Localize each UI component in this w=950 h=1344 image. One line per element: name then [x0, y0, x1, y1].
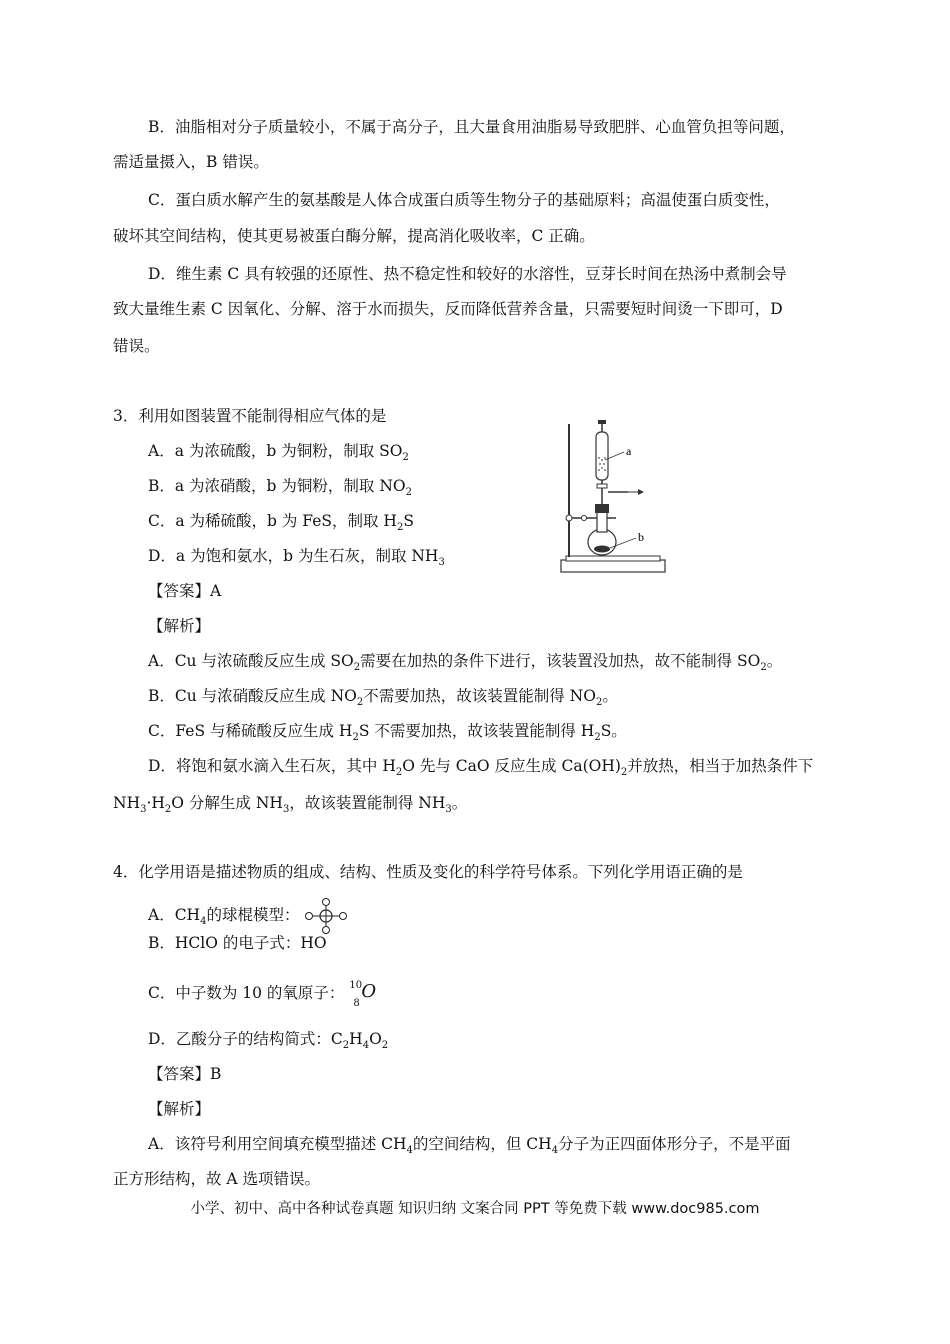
label-b: b [638, 530, 644, 544]
oxygen-isotope-symbol: 10 8 O [349, 980, 377, 1009]
q3-explanation-d-line1: D．将饱和氨水滴入生石灰，其中 $H_2O$ 先与 CaO 反应生成 $Ca(OH)_2$并放热，相当于加热条件下 [148, 757, 814, 779]
q4-option-b: B．HClO 的电子式：HO [148, 934, 327, 952]
q4-option-d: D．乙酸分子的结构简式：$C_2H_4O_2$ [148, 1030, 389, 1052]
q3-explanation-c: C．FeS 与稀硫酸反应生成 $H_2S$ 不需要加热，故该装置能制得 $H_2S$。 [148, 722, 627, 744]
q3-option-c: C．a 为稀硫酸，b 为 FeS，制取 $H_2S$ [148, 512, 414, 534]
q3-explanation-d-line2: $NH_3\cdot H_2O$ 分解生成 $NH_3$，故该装置能制得 $NH_3$。 [113, 794, 468, 816]
q3-explanation-b: B．Cu 与浓硝酸反应生成 $NO_2$不需要加热，故该装置能制得 $NO_2$。 [148, 687, 618, 709]
q4-explanation-a-line1: A．该符号利用空间填充模型描述 $CH_4$的空间结构，但 $CH_4$分子为正四面体形分子，不是平面 [148, 1135, 791, 1157]
label-a: a [626, 444, 632, 458]
prev-exp-c-line1: C．蛋白质水解产生的氨基酸是人体合成蛋白质等生物分子的基础原料；高温使蛋白质变性， [148, 191, 780, 209]
q3-answer: 【答案】A [148, 582, 222, 600]
q4-explanation-a-line2: 正方形结构，故 A 选项错误。 [113, 1170, 321, 1188]
q3-stem: 3．利用如图装置不能制得相应气体的是 [113, 407, 387, 425]
q4-option-a: A．$CH_4$的球棍模型： [148, 898, 348, 934]
prev-exp-b-line2: 需适量摄入，B 错误。 [113, 153, 269, 171]
q4-analysis-title: 【解析】 [148, 1100, 211, 1118]
prev-exp-c-line2: 破坏其空间结构，使其更易被蛋白酶分解，提高消化吸收率，C 正确。 [113, 227, 595, 245]
prev-exp-b-line1: B．油脂相对分子质量较小，不属于高分子，且大量食用油脂易导致肥胖、心血管负担等问题， [148, 118, 795, 136]
q3-option-a: A．a 为浓硫酸，b 为铜粉，制取 $SO_2$ [148, 442, 409, 464]
q4-answer: 【答案】B [148, 1065, 222, 1083]
prev-exp-d-line3: 错误。 [113, 337, 160, 355]
prev-exp-d-line1: D．维生素 C 具有较强的还原性、热不稳定性和较好的水溶性，豆芽长时间在热汤中煮制会导 [148, 265, 787, 283]
q4-option-c: C．中子数为 10 的氧原子： 10 8 O [148, 980, 377, 1009]
q3-analysis-title: 【解析】 [148, 617, 211, 635]
ch4-ball-stick-model [304, 898, 348, 934]
page-footer: 小学、初中、高中各种试卷真题 知识归纳 文案合同 PPT 等免费下载 www.doc985.com [190, 1201, 760, 1217]
q4-stem: 4．化学用语是描述物质的组成、结构、性质及变化的科学符号体系。下列化学用语正确的是 [113, 863, 743, 881]
q3-option-b: B．a 为浓硝酸，b 为铜粉，制取 $NO_2$ [148, 477, 412, 499]
q3-explanation-a: A．Cu 与浓硫酸反应生成 $SO_2$需要在加热的条件下进行，该装置没加热，故不能制得 $SO_2$。 [148, 652, 783, 674]
gas-generation-apparatus-figure [558, 420, 668, 579]
prev-exp-d-line2: 致大量维生素 C 因氧化、分解、溶于水而损失，反而降低营养含量，只需要短时间烫一下即可，D [113, 300, 783, 318]
q3-option-d: D．a 为饱和氨水，b 为生石灰，制取 $NH_3$ [148, 547, 445, 569]
